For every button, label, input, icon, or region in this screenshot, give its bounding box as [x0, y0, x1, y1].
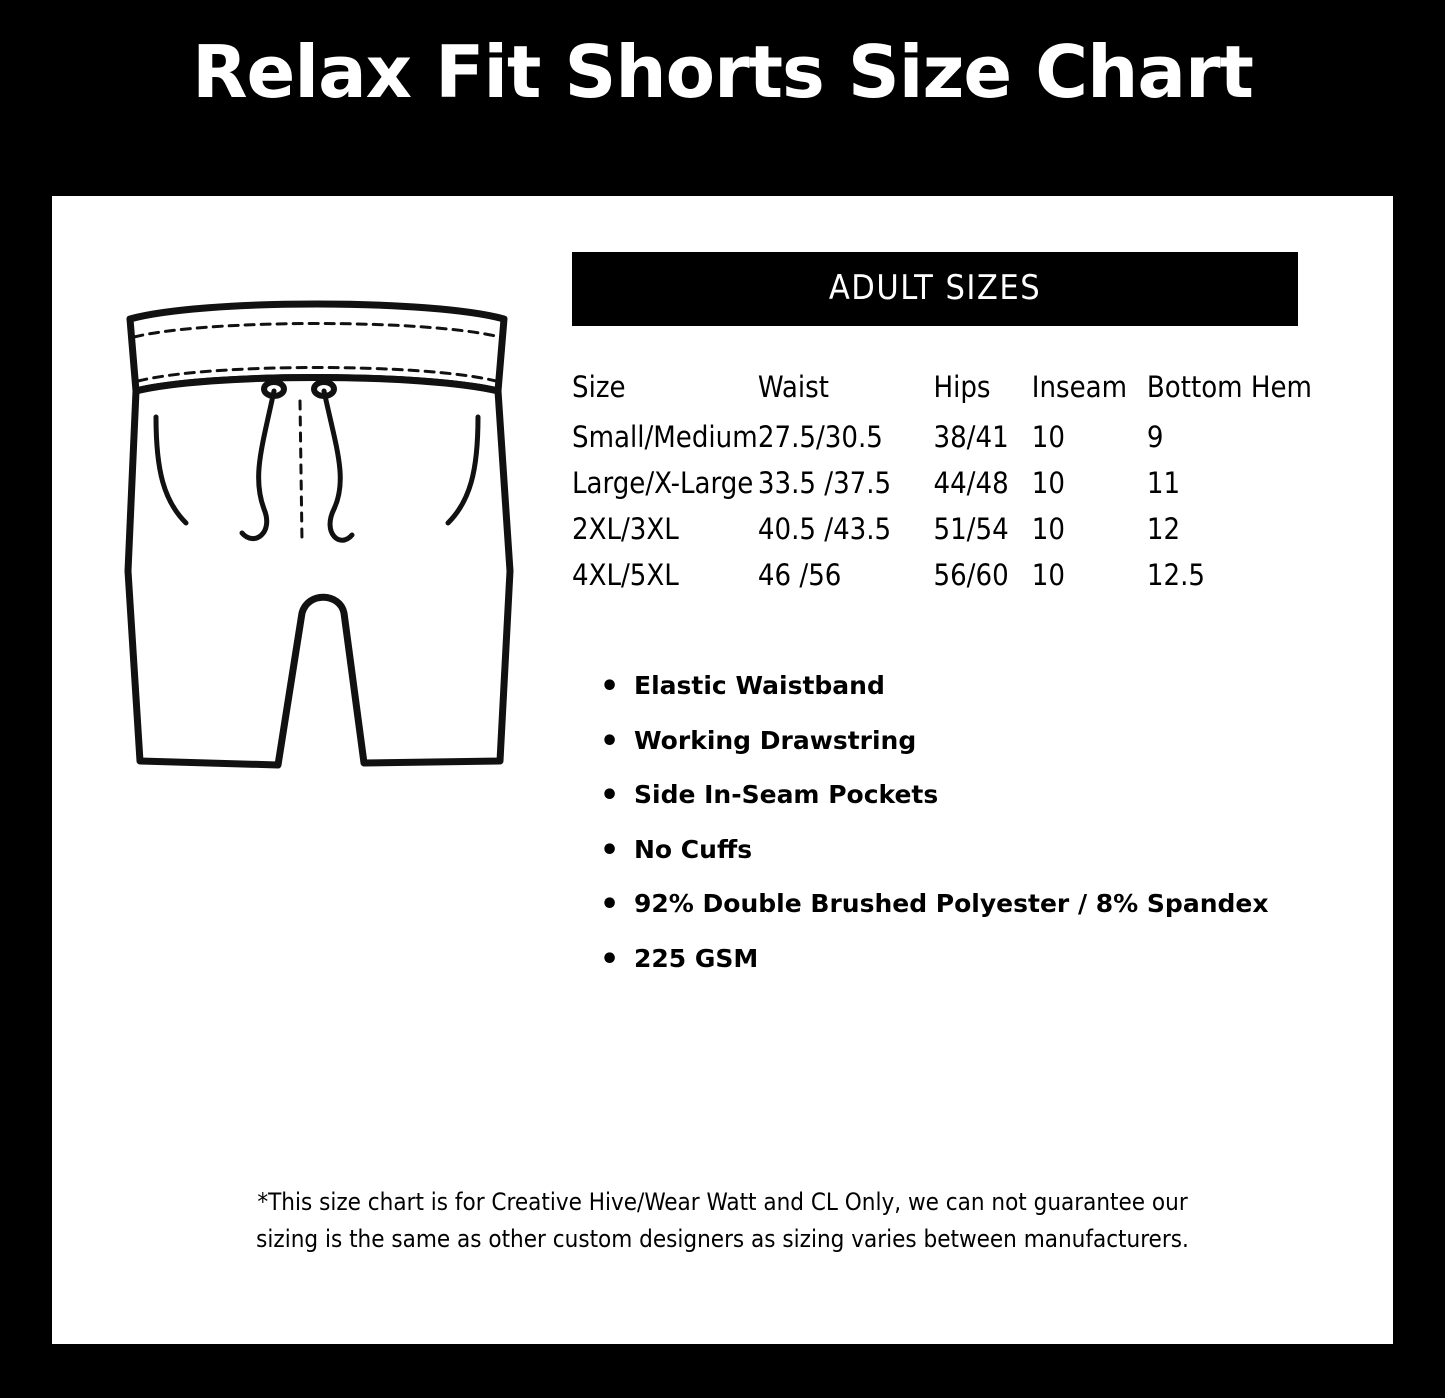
list-item: • 92% Double Brushed Polyester / 8% Spandex: [600, 890, 1362, 918]
list-item: • Working Drawstring: [600, 727, 1362, 755]
disclaimer-text: *This size chart is for Creative Hive/Wear Watt and CL Only, we can not guarantee our sizing is the same as other custom designers as sizing varies between manufacturers.: [256, 1188, 1189, 1254]
shorts-illustration: [112, 241, 522, 781]
adult-sizes-banner: ADULT SIZES: [572, 252, 1298, 326]
cell-waist: 46 /56: [757, 558, 842, 592]
cell-size: Small/Medium: [572, 420, 758, 454]
table-row: [572, 552, 1312, 598]
cell-bottom-hem: 12.5: [1146, 558, 1205, 592]
page-title: Relax Fit Shorts Size Chart: [192, 30, 1253, 114]
list-item: • No Cuffs: [600, 836, 1362, 864]
table-row: [572, 414, 1312, 460]
cell-hips: 51/54: [933, 512, 1009, 546]
cell-waist: 40.5 /43.5: [757, 512, 892, 546]
cell-size: Large/X-Large: [572, 466, 754, 500]
cell-size: 4XL/5XL: [572, 558, 679, 592]
cell-inseam: 10: [1031, 466, 1065, 500]
column-header-inseam: Inseam: [1031, 370, 1128, 404]
cell-inseam: 10: [1031, 558, 1065, 592]
list-item: • Side In-Seam Pockets: [600, 781, 1362, 809]
list-item: • 225 GSM: [600, 945, 1362, 973]
table-header-row: [572, 370, 1312, 414]
cell-bottom-hem: 12: [1146, 512, 1181, 546]
chart-card: [52, 196, 1393, 1344]
column-header-bottom-hem: Bottom Hem: [1146, 370, 1312, 404]
column-header-waist: Waist: [757, 370, 829, 404]
cell-bottom-hem: 9: [1146, 420, 1164, 454]
cell-hips: 38/41: [933, 420, 1009, 454]
list-item: • Elastic Waistband: [600, 672, 1362, 700]
features-list: [572, 672, 1362, 972]
cell-size: 2XL/3XL: [572, 512, 679, 546]
sizes-panel: [572, 252, 1362, 999]
cell-inseam: 10: [1031, 420, 1065, 454]
column-header-size: Size: [572, 370, 626, 404]
column-header-hips: Hips: [933, 370, 991, 404]
cell-hips: 44/48: [933, 466, 1009, 500]
cell-bottom-hem: 11: [1146, 466, 1181, 500]
cell-waist: 27.5/30.5: [757, 420, 883, 454]
cell-hips: 56/60: [933, 558, 1009, 592]
table-row: [572, 460, 1312, 506]
cell-waist: 33.5 /37.5: [757, 466, 892, 500]
size-table: [572, 370, 1312, 598]
cell-inseam: 10: [1031, 512, 1065, 546]
table-row: [572, 506, 1312, 552]
